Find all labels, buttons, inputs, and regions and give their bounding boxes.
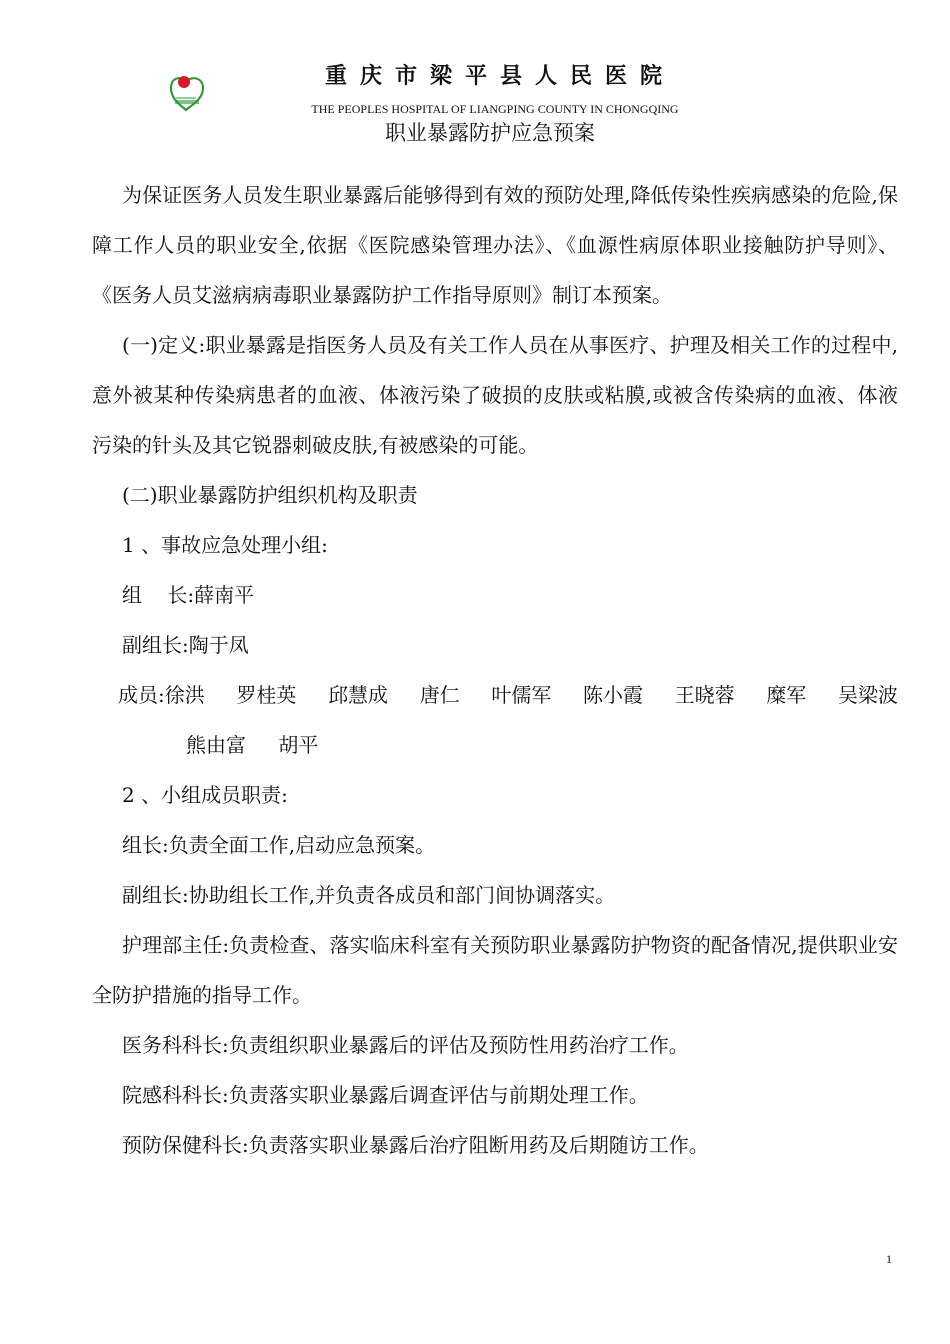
- members-list: [165, 670, 898, 720]
- document-body: [92, 170, 898, 1170]
- duty-leader: 组长:负责全面工作,启动应急预案。: [122, 833, 436, 857]
- duty-nursing-director: 护理部主任:负责检查、落实临床科室有关预防职业暴露防护物资的配备情况,提供职业安全防护措施的指导工作。: [92, 933, 898, 1007]
- hospital-name-cn: 重庆市梁平县人民医院: [324, 64, 675, 89]
- members-label: 成员:: [118, 683, 165, 707]
- document-title: 职业暴露防护应急预案: [385, 121, 595, 145]
- member-name: 邱慧成: [328, 683, 389, 707]
- member-name: 王晓蓉: [674, 683, 735, 707]
- member-name: 吴梁波: [838, 683, 898, 707]
- duty-prevention-health: 预防保健科长:负责落实职业暴露后治疗阻断用药及后期随访工作。: [122, 1133, 709, 1157]
- duty-medical-affairs: 医务科科长:负责组织职业暴露后的评估及预防性用药治疗工作。: [122, 1033, 689, 1057]
- hospital-name-en: THE PEOPLES HOSPITAL OF LIANGPING COUNTY IN CHONGQING: [311, 102, 679, 116]
- member-name: 徐洪: [164, 683, 205, 707]
- member-name: 唐仁: [419, 683, 460, 707]
- section2-heading: (二)职业暴露防护组织机构及职责: [122, 483, 418, 507]
- definition-paragraph: (一)定义:职业暴露是指医务人员及有关工作人员在从事医疗、护理及相关工作的过程中,意外被某种传染病患者的血液、体液污染了破损的皮肤或粘膜,或被含传染病的血液、体液污染的针头及其它锐器刺破皮肤,有被感染的可能。: [92, 333, 898, 457]
- member-name: 叶儒军: [491, 683, 552, 707]
- group-leader: 组 长:薛南平: [122, 583, 255, 607]
- group-deputy-leader: 副组长:陶于凤: [122, 633, 249, 657]
- duty-deputy-leader: 副组长:协助组长工作,并负责各成员和部门间协调落实。: [122, 883, 616, 907]
- member-name: 熊由富: [186, 733, 246, 757]
- member-name: 胡平: [278, 733, 319, 757]
- page-number: 1: [886, 1252, 892, 1266]
- member-name: 糜军: [766, 683, 807, 707]
- member-name: 罗桂英: [236, 683, 297, 707]
- members-line-continued: [92, 720, 898, 770]
- duties-heading: 2 、小组成员职责:: [122, 783, 288, 807]
- group-heading: 1 、事故应急处理小组:: [122, 533, 328, 557]
- members-line: [92, 670, 898, 720]
- intro-paragraph: 为保证医务人员发生职业暴露后能够得到有效的预防处理,降低传染性疾病感染的危险,保障工作人员的职业安全,依据《医院感染管理办法》、《血源性病原体职业接触防护导则》、《医务人员艾滋病病毒职业暴露防护工作指导原则》制订本预案。: [92, 183, 898, 307]
- duty-infection-control: 院感科科长:负责落实职业暴露后调查评估与前期处理工作。: [122, 1083, 649, 1107]
- member-name: 陈小霞: [583, 683, 644, 707]
